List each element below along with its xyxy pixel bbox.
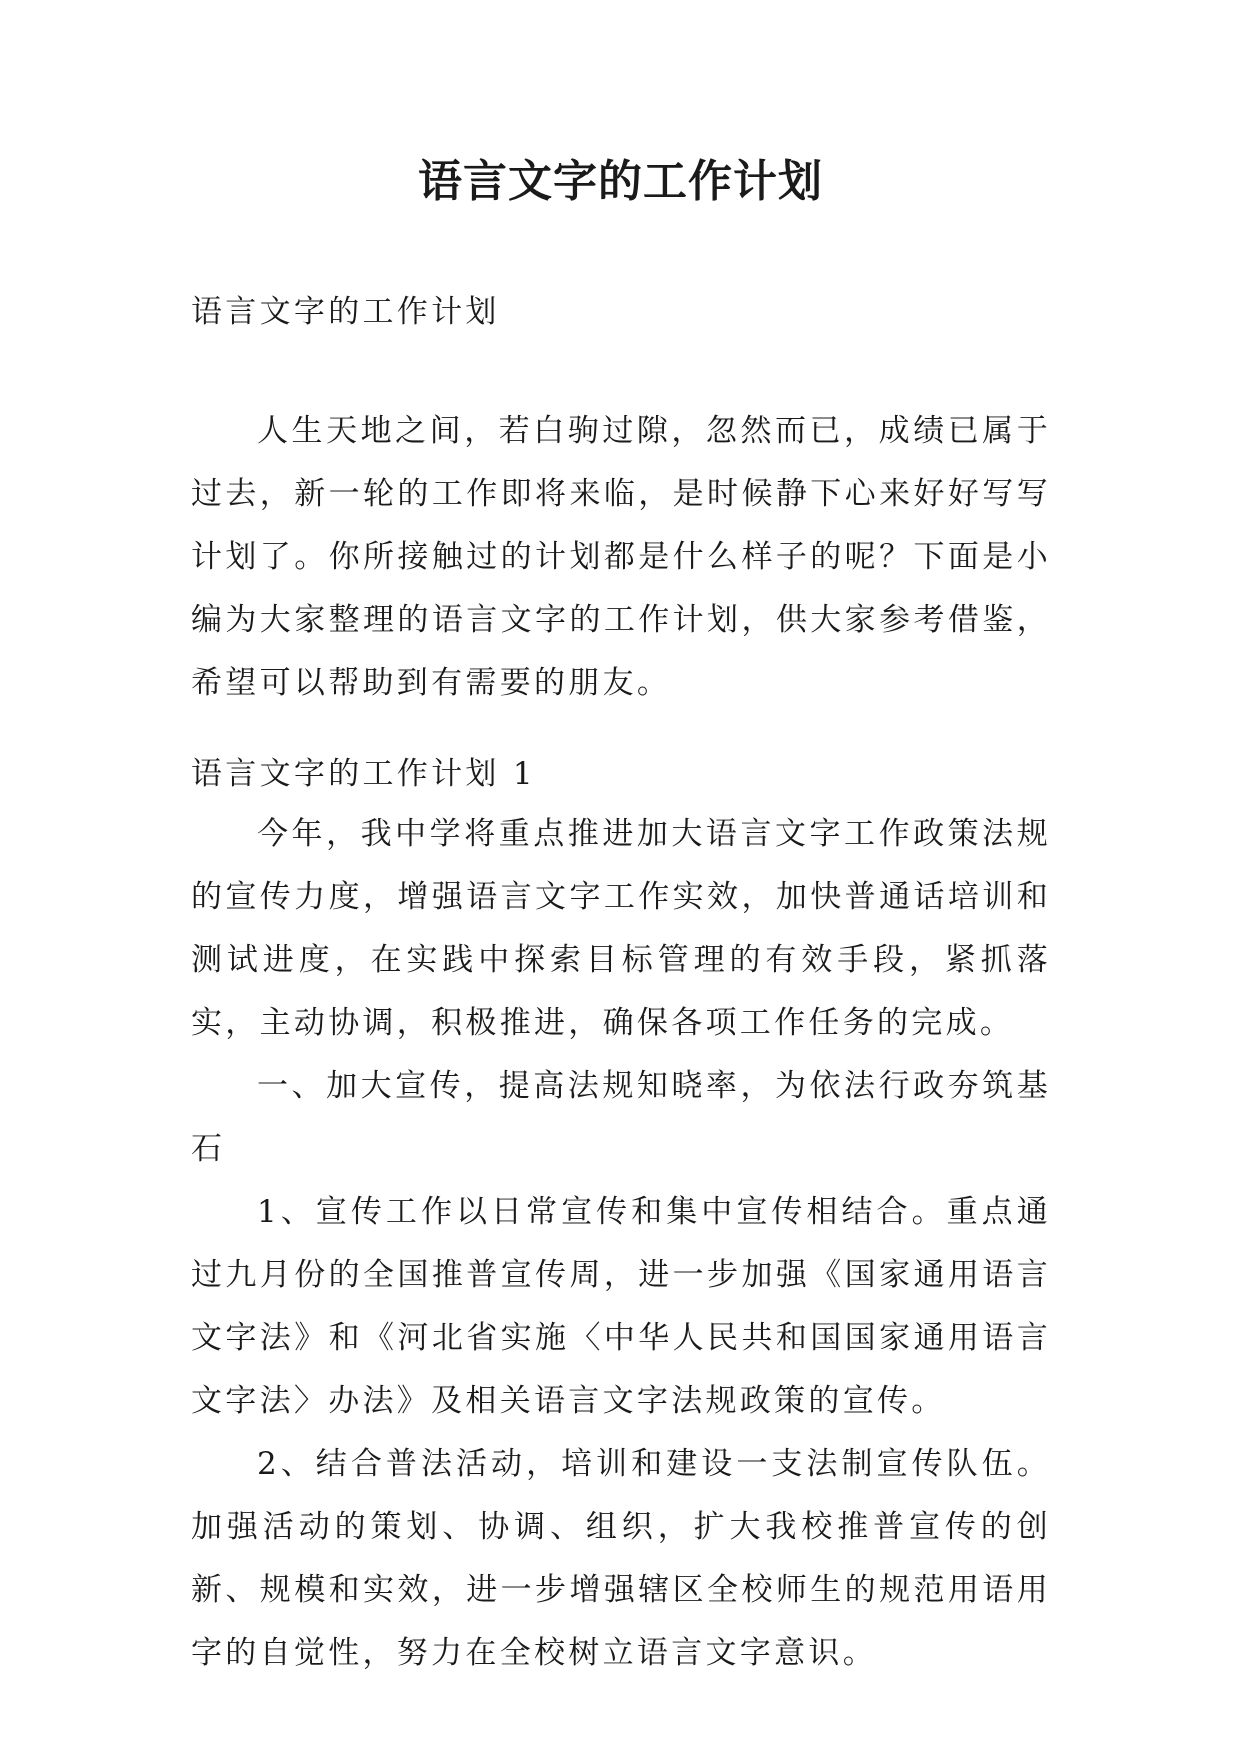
body-paragraph: 今年，我中学将重点推进加大语言文字工作政策法规的宣传力度，增强语言文字工作实效，加快普通话培训和测试进度，在实践中探索目标管理的有效手段，紧抓落实，主动协调，积极推进，确保各项工作任务的完成。 (191, 816, 1051, 1041)
document-title: 语言文字的工作计划 (418, 156, 823, 207)
section-heading: 语言文字的工作计划 1 (191, 756, 536, 792)
document-subtitle: 语言文字的工作计划 (191, 294, 500, 330)
body-paragraph: 一、加大宣传，提高法规知晓率，为依法行政夯筑基石 (191, 1068, 1051, 1167)
section-body (191, 803, 1051, 1685)
intro-paragraph: 人生天地之间，若白驹过隙，忽然而已，成绩已属于过去，新一轮的工作即将来临，是时候静下心来好好写写计划了。你所接触过的计划都是什么样子的呢？下面是小编为大家整理的语言文字的工作计划，供大家参考借鉴，希望可以帮助到有需要的朋友。 (191, 413, 1051, 701)
body-paragraph: 1、宣传工作以日常宣传和集中宣传相结合。重点通过九月份的全国推普宣传周，进一步加强《国家通用语言文字法》和《河北省实施〈中华人民共和国国家通用语言文字法〉办法》及相关语言文字法规政策的宣传。 (191, 1194, 1051, 1419)
body-paragraph: 2、结合普法活动，培训和建设一支法制宣传队伍。加强活动的策划、协调、组织，扩大我校推普宣传的创新、规模和实效，进一步增强辖区全校师生的规范用语用字的自觉性，努力在全校树立语言文字意识。 (191, 1446, 1051, 1671)
